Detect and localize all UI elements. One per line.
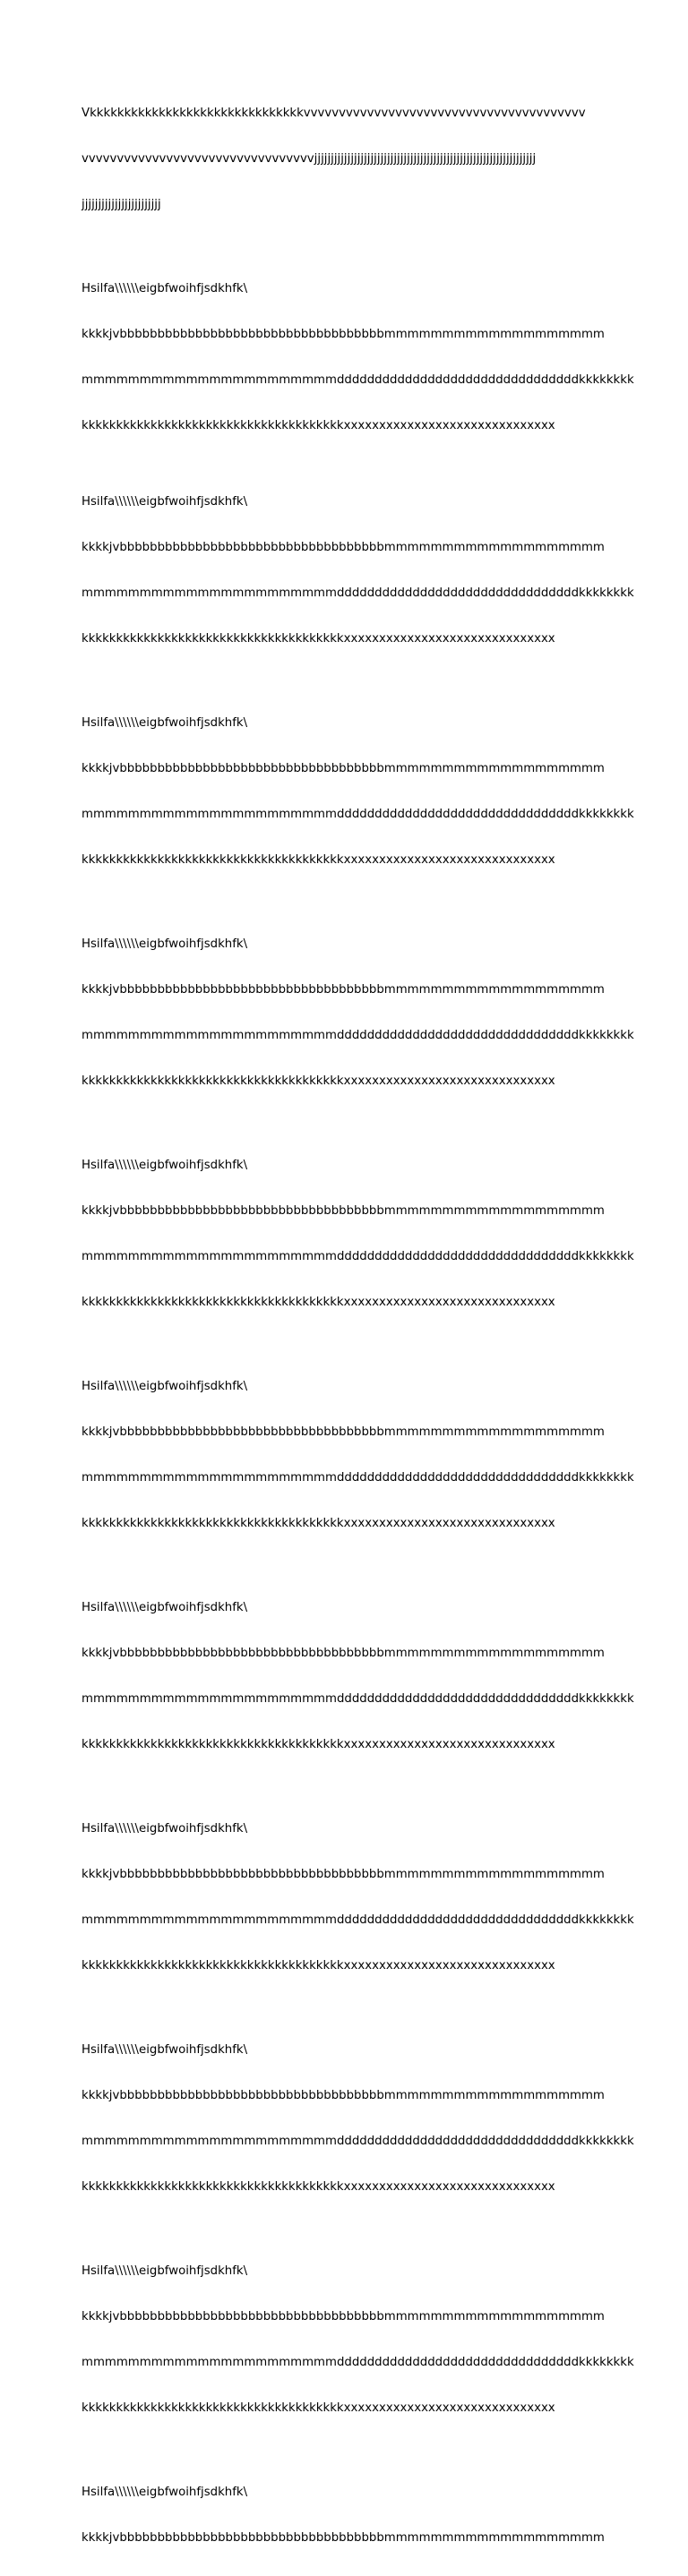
text-block [82,906,634,1119]
text-line: Hsilfa\\\\\\eigbfwoihfjsdkhfk\ [82,495,248,509]
text-line: kkkkkkkkkkkkkkkkkkkkkkkkkkkkkkkkkkkkkkxxxxxxxxxxxxxxxxxxxxxxxxxxxxxx [82,419,555,432]
text-line: Hsilfa\\\\\\eigbfwoihfjsdkhfk\ [82,2486,248,2499]
text-line: Hsilfa\\\\\\eigbfwoihfjsdkhfk\ [82,716,248,730]
text-line: kkkkjvbbbbbbbbbbbbbbbbbbbbbbbbbbbbbbbbbbbmmmmmmmmmmmmmmmmmmm [82,1425,605,1439]
text-block [82,1570,634,1783]
text-block [82,1127,634,1340]
text-block [82,685,634,898]
text-line: Hsilfa\\\\\\eigbfwoihfjsdkhfk\ [82,1822,248,1836]
text-line: kkkkjvbbbbbbbbbbbbbbbbbbbbbbbbbbbbbbbbbbbmmmmmmmmmmmmmmmmmmm [82,2089,605,2102]
text-line: Hsilfa\\\\\\eigbfwoihfjsdkhfk\ [82,282,248,295]
text-block [82,2012,634,2225]
text-line: Hsilfa\\\\\\eigbfwoihfjsdkhfk\ [82,1159,248,1172]
intro-paragraph [82,75,619,243]
text-line: mmmmmmmmmmmmmmmmmmmmmmddddddddddddddddddddddddddddddddkkkkkkkk [82,2135,634,2148]
text-line: Hsilfa\\\\\\eigbfwoihfjsdkhfk\ [82,1380,248,1393]
text-line: kkkkkkkkkkkkkkkkkkkkkkkkkkkkkkkkkkkkkkxxxxxxxxxxxxxxxxxxxxxxxxxxxxxx [82,2401,555,2415]
text-line: Hsilfa\\\\\\eigbfwoihfjsdkhfk\ [82,937,248,951]
text-line: kkkkjvbbbbbbbbbbbbbbbbbbbbbbbbbbbbbbbbbbbmmmmmmmmmmmmmmmmmmm [82,983,605,997]
text-line: mmmmmmmmmmmmmmmmmmmmmmddddddddddddddddddddddddddddddddkkkkkkkk [82,808,634,821]
text-line: kkkkkkkkkkkkkkkkkkkkkkkkkkkkkkkkkkkkkkxxxxxxxxxxxxxxxxxxxxxxxxxxxxxx [82,853,555,867]
intro-line: vvvvvvvvvvvvvvvvvvvvvvvvvvvvvvvvvjjjjjjjjjjjjjjjjjjjjjjjjjjjjjjjjjjjjjjjjjjjjjjjjjjjjjjjjjjjjjjjjjjj [82,152,537,166]
text-line: mmmmmmmmmmmmmmmmmmmmmmddddddddddddddddddddddddddddddddkkkkkkkk [82,2356,634,2369]
text-block [82,464,634,677]
text-line: mmmmmmmmmmmmmmmmmmmmmmddddddddddddddddddddddddddddddddkkkkkkkk [82,1471,634,1485]
text-line: mmmmmmmmmmmmmmmmmmmmmmddddddddddddddddddddddddddddddddkkkkkkkk [82,1250,634,1263]
text-line: kkkkkkkkkkkkkkkkkkkkkkkkkkkkkkkkkkkkkkxxxxxxxxxxxxxxxxxxxxxxxxxxxxxx [82,1517,555,1530]
document-body [82,75,634,2576]
text-line: kkkkjvbbbbbbbbbbbbbbbbbbbbbbbbbbbbbbbbbbbmmmmmmmmmmmmmmmmmmm [82,2310,605,2324]
text-block [82,251,634,464]
text-line: kkkkjvbbbbbbbbbbbbbbbbbbbbbbbbbbbbbbbbbbbmmmmmmmmmmmmmmmmmmm [82,1204,605,1218]
text-block [82,2233,634,2446]
text-line: mmmmmmmmmmmmmmmmmmmmmmddddddddddddddddddddddddddddddddkkkkkkkk [82,373,634,387]
text-line: kkkkkkkkkkkkkkkkkkkkkkkkkkkkkkkkkkkkkkxxxxxxxxxxxxxxxxxxxxxxxxxxxxxx [82,1074,555,1088]
text-line: mmmmmmmmmmmmmmmmmmmmmmddddddddddddddddddddddddddddddddkkkkkkkk [82,1913,634,1927]
text-line: kkkkjvbbbbbbbbbbbbbbbbbbbbbbbbbbbbbbbbbbbmmmmmmmmmmmmmmmmmmm [82,1647,605,1660]
intro-line: jjjjjjjjjjjjjjjjjjjjjjjj [82,198,161,211]
text-line: mmmmmmmmmmmmmmmmmmmmmmddddddddddddddddddddddddddddddddkkkkkkkk [82,586,634,600]
text-line: Hsilfa\\\\\\eigbfwoihfjsdkhfk\ [82,1601,248,1614]
text-line: kkkkjvbbbbbbbbbbbbbbbbbbbbbbbbbbbbbbbbbbbmmmmmmmmmmmmmmmmmmm [82,328,605,341]
text-line: kkkkjvbbbbbbbbbbbbbbbbbbbbbbbbbbbbbbbbbbbmmmmmmmmmmmmmmmmmmm [82,1868,605,1881]
text-line: kkkkkkkkkkkkkkkkkkkkkkkkkkkkkkkkkkkkkkxxxxxxxxxxxxxxxxxxxxxxxxxxxxxx [82,2180,555,2194]
intro-line: Vkkkkkkkkkkkkkkkkkkkkkkkkkkkkkkkvvvvvvvvvvvvvvvvvvvvvvvvvvvvvvvvvvvvvvvv [82,107,586,120]
text-line: Hsilfa\\\\\\eigbfwoihfjsdkhfk\ [82,2043,248,2057]
text-line: kkkkkkkkkkkkkkkkkkkkkkkkkkkkkkkkkkkkkkxxxxxxxxxxxxxxxxxxxxxxxxxxxxxx [82,1959,555,1973]
text-block [82,1348,634,1562]
text-line: kkkkjvbbbbbbbbbbbbbbbbbbbbbbbbbbbbbbbbbbbmmmmmmmmmmmmmmmmmmm [82,2531,605,2545]
text-line: mmmmmmmmmmmmmmmmmmmmmmddddddddddddddddddddddddddddddddkkkkkkkk [82,1029,634,1042]
text-block [82,1791,634,2004]
text-line: kkkkkkkkkkkkkkkkkkkkkkkkkkkkkkkkkkkkkkxxxxxxxxxxxxxxxxxxxxxxxxxxxxxx [82,1296,555,1309]
text-line: kkkkjvbbbbbbbbbbbbbbbbbbbbbbbbbbbbbbbbbbbmmmmmmmmmmmmmmmmmmm [82,762,605,775]
text-line: kkkkkkkkkkkkkkkkkkkkkkkkkkkkkkkkkkkkkkxxxxxxxxxxxxxxxxxxxxxxxxxxxxxx [82,632,555,646]
text-line: kkkkkkkkkkkkkkkkkkkkkkkkkkkkkkkkkkkkkkxxxxxxxxxxxxxxxxxxxxxxxxxxxxxx [82,1738,555,1751]
text-block [82,2454,619,2576]
text-line: Hsilfa\\\\\\eigbfwoihfjsdkhfk\ [82,2264,248,2278]
text-line: mmmmmmmmmmmmmmmmmmmmmmddddddddddddddddddddddddddddddddkkkkkkkk [82,1692,634,1706]
text-line: kkkkjvbbbbbbbbbbbbbbbbbbbbbbbbbbbbbbbbbbbmmmmmmmmmmmmmmmmmmm [82,541,605,554]
